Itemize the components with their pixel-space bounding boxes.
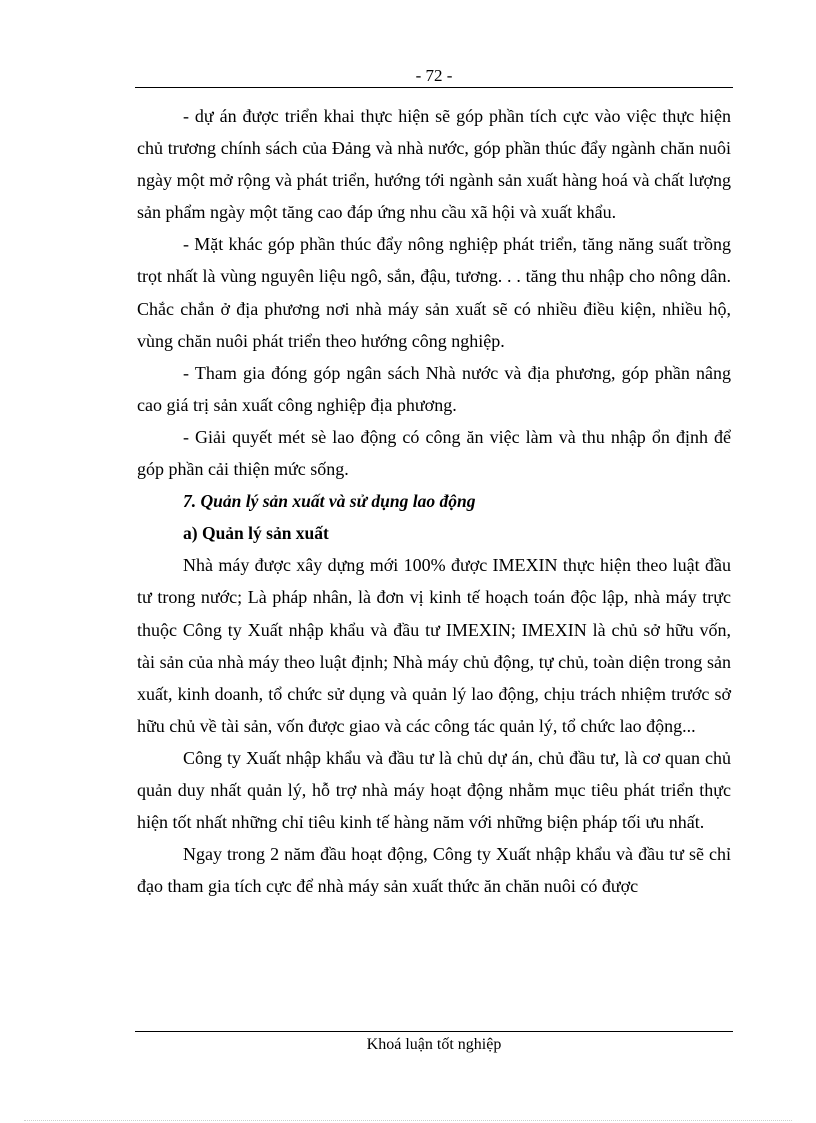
paragraph: - dự án được triển khai thực hiện sẽ góp phần tích cực vào việc thực hiện chủ trương chính sách của Đảng và nhà nước, góp phần thúc đẩy ngành chăn nuôi ngày một mở rộng và phát triển, hướng tới ngành sản xuất hàng hoá và chất lượng sản phẩm ngày một tăng cao đáp ứng nhu cầu xã hội và xuất khẩu. xyxy=(137,106,731,223)
paragraph: Công ty Xuất nhập khẩu và đầu tư là chủ dự án, chủ đầu tư, là cơ quan chủ quản duy nhất quản lý, hỗ trợ nhà máy hoạt động nhằm mục tiêu phát triển thực hiện tốt nhất những chỉ tiêu kinh tế hàng năm với những biện pháp tối ưu nhất. xyxy=(137,747,731,833)
page-edge-divider xyxy=(24,1120,792,1121)
paragraph: Nhà máy được xây dựng mới 100% được IMEXIN thực hiện theo luật đầu tư trong nước; Là pháp nhân, là đơn vị kinh tế hoạch toán độc lập, nhà máy trực thuộc Công ty Xuất nhập khẩu và đầu tư IMEXIN; IMEXIN là chủ sở hữu vốn, tài sản của nhà máy theo luật định; Nhà máy chủ động, tự chủ, toàn diện trong sản xuất, kinh doanh, tổ chức sử dụng và quản lý lao động, chịu trách nhiệm trước sở hữu chủ về tài sản, vốn được giao và các công tác quản lý, tổ chức lao động... xyxy=(137,555,731,736)
subsection-heading: a) Quản lý sản xuất xyxy=(183,523,329,544)
paragraph: - Giải quyết mét sè lao động có công ăn việc làm và thu nhập ổn định để góp phần cải thiện mức sống. xyxy=(137,426,731,480)
page-number: - 72 - xyxy=(415,66,453,85)
document-body xyxy=(137,100,731,902)
paragraph: - Tham gia đóng góp ngân sách Nhà nước và địa phương, góp phần nâng cao giá trị sản xuất công nghiệp địa phương. xyxy=(137,362,731,415)
paragraph: Ngay trong 2 năm đầu hoạt động, Công ty Xuất nhập khẩu và đầu tư sẽ chỉ đạo tham gia tích cực để nhà máy sản xuất thức ăn chăn nuôi có được xyxy=(137,844,731,897)
footer-title: Khoá luận tốt nghiệp xyxy=(366,1036,502,1053)
paragraph: - Mặt khác góp phần thúc đẩy nông nghiệp phát triển, tăng năng suất trồng trọt nhất là vùng nguyên liệu ngô, sắn, đậu, tương. . . tăng thu nhập cho nông dân. Chắc chắn ở địa phương nơi nhà máy sản xuất sẽ có nhiều điều kiện, nhiều hộ, vùng chăn nuôi phát triển theo hướng công nghiệp. xyxy=(137,234,731,351)
section-heading: 7. Quản lý sản xuất và sử dụng lao động xyxy=(183,491,476,512)
header-rule xyxy=(135,87,733,88)
footer-rule xyxy=(135,1031,733,1032)
